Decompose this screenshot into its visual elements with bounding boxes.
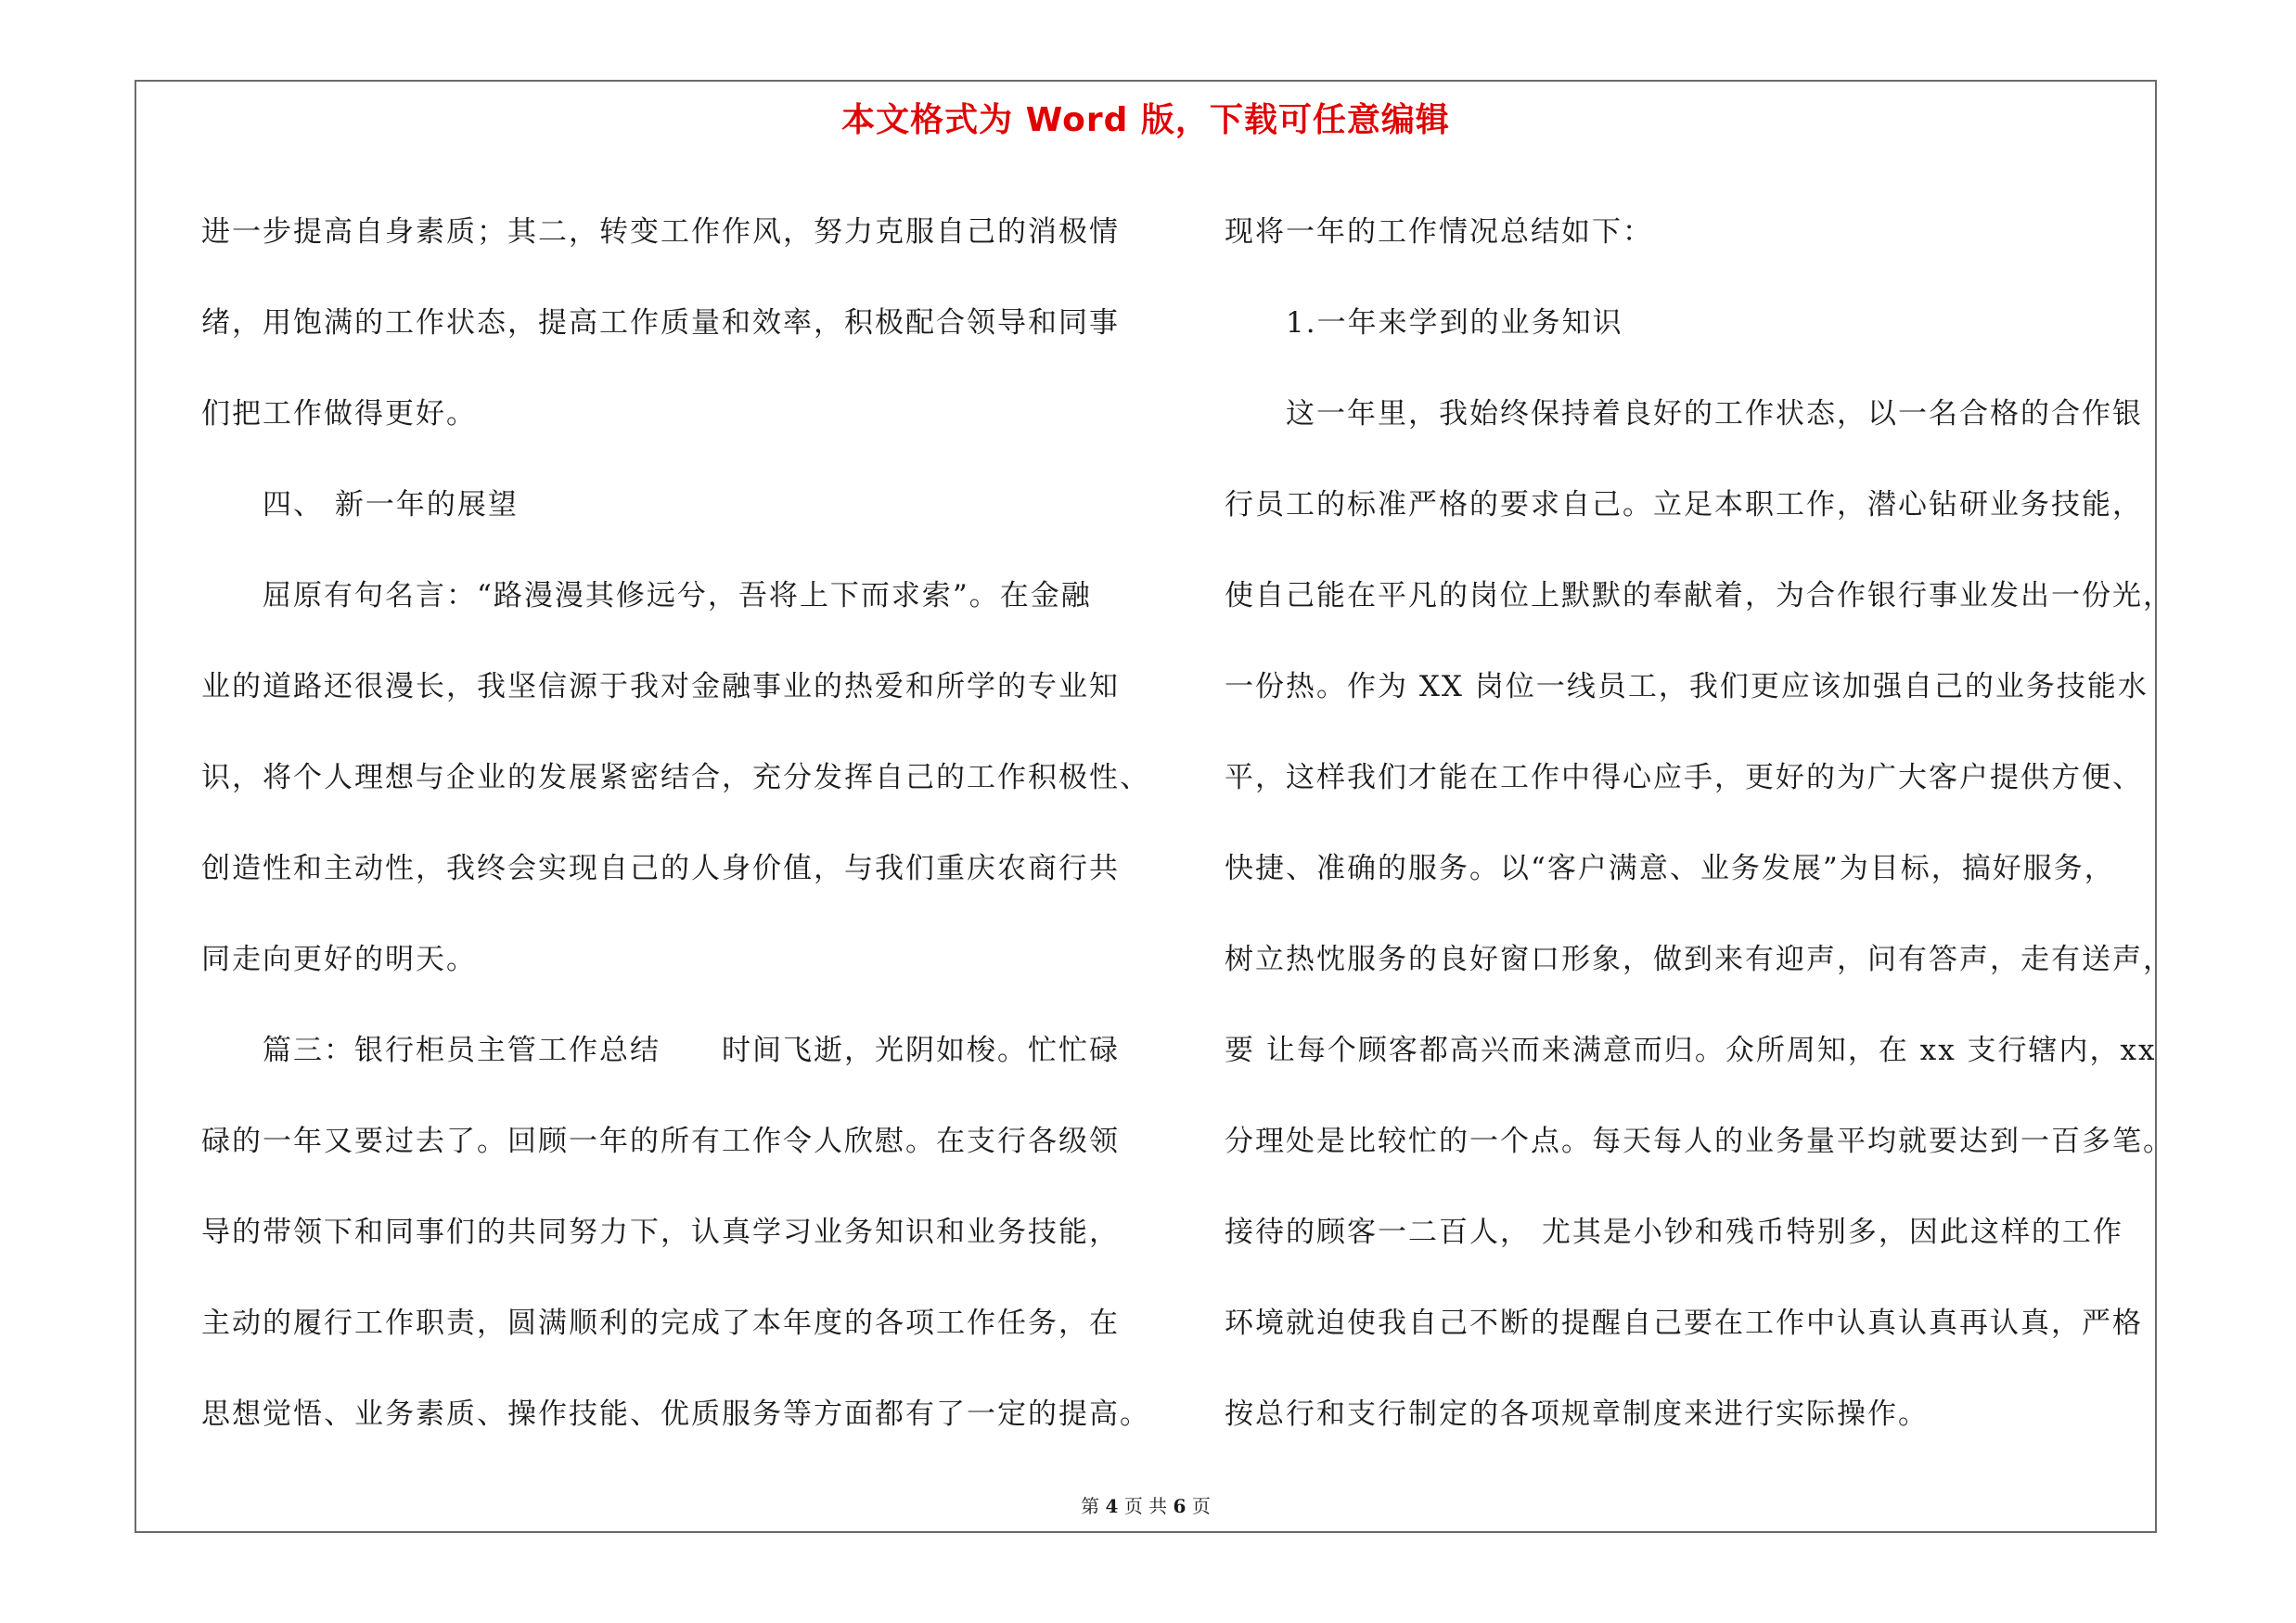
document-page	[135, 80, 2174, 1533]
paragraph-line: 这一年里，我始终保持着良好的工作状态，以一名合格的合作银	[1286, 397, 2143, 431]
paragraph-line: 创造性和主动性，我终会实现自己的人身价值，与我们重庆农商行共	[201, 852, 1120, 885]
paragraph-line: 快捷、准确的服务。以“客户满意、业务发展”为目标，搞好服务，	[1225, 852, 2115, 885]
paragraph-line: 行员工的标准严格的要求自己。立足本职工作，潜心钻研业务技能，	[1225, 488, 2143, 522]
paragraph-line: 按总行和支行制定的各项规章制度来进行实际操作。	[1225, 1398, 1929, 1431]
paragraph-line: 环境就迫使我自己不断的提醒自己要在工作中认真认真再认真，严格	[1225, 1307, 2143, 1340]
paragraph-line: 屈原有句名言：“路漫漫其修远兮，吾将上下而求索”。在金融	[263, 579, 1092, 612]
right-text-column	[1225, 187, 2174, 1460]
paragraph-line: 树立热忱服务的良好窗口形象，做到来有迎声，问有答声，走有送声，	[1225, 943, 2174, 976]
left-text-column	[201, 187, 1150, 1460]
footer-prefix: 第	[1081, 1495, 1100, 1517]
editable-format-banner: 本文格式为 Word 版，下载可任意编辑	[841, 101, 1450, 139]
footer-suffix: 页	[1191, 1495, 1211, 1517]
page-number-footer	[136, 1492, 2155, 1520]
paragraph-line: 分理处是比较忙的一个点。每天每人的业务量平均就要达到一百多笔。	[1225, 1125, 2174, 1158]
paragraph-line: 进一步提高自身素质；其二，转变工作作风，努力克服自己的消极情	[201, 215, 1120, 249]
paragraph-line: 们把工作做得更好。	[201, 397, 477, 431]
section-heading: 四、 新一年的展望	[263, 488, 519, 522]
paragraph-line: 碌的一年又要过去了。回顾一年的所有工作令人欣慰。在支行各级领	[201, 1125, 1120, 1158]
paragraph-line: 主动的履行工作职责，圆满顺利的完成了本年度的各项工作任务，在	[201, 1307, 1120, 1340]
paragraph-line: 导的带领下和同事们的共同努力下，认真学习业务知识和业务技能，	[201, 1216, 1120, 1249]
paragraph-line: 要 让每个顾客都高兴而来满意而归。众所周知，在 xx 支行辖内，xx	[1225, 1034, 2157, 1067]
paragraph-line: 接待的顾客一二百人， 尤其是小钞和残币特别多，因此这样的工作	[1225, 1216, 2123, 1249]
paragraph-line: 同走向更好的明天。	[201, 943, 477, 976]
footer-middle: 页 共	[1123, 1495, 1168, 1517]
paragraph-line: 思想觉悟、业务素质、操作技能、优质服务等方面都有了一定的提高。	[201, 1398, 1150, 1431]
paragraph-line: 识，将个人理想与企业的发展紧密结合，充分发挥自己的工作积极性、	[201, 761, 1150, 794]
paragraph-line: 业的道路还很漫长，我坚信源于我对金融事业的热爱和所学的专业知	[201, 670, 1120, 703]
total-pages-number: 6	[1173, 1495, 1186, 1517]
paragraph-line: 使自己能在平凡的岗位上默默的奉献着，为合作银行事业发出一份光，	[1225, 579, 2174, 612]
current-page-number: 4	[1105, 1495, 1119, 1517]
article-title-line: 篇三：银行柜员主管工作总结 时间飞逝，光阴如梭。忙忙碌	[263, 1034, 1120, 1067]
section-heading: 1.一年来学到的业务知识	[1286, 306, 1623, 340]
paragraph-line: 一份热。作为 XX 岗位一线员工，我们更应该加强自己的业务技能水	[1225, 670, 2148, 703]
paragraph-line: 绪，用饱满的工作状态，提高工作质量和效率，积极配合领导和同事	[201, 306, 1120, 340]
paragraph-line: 现将一年的工作情况总结如下：	[1225, 215, 1653, 249]
paragraph-line: 平，这样我们才能在工作中得心应手，更好的为广大客户提供方便、	[1225, 761, 2143, 794]
